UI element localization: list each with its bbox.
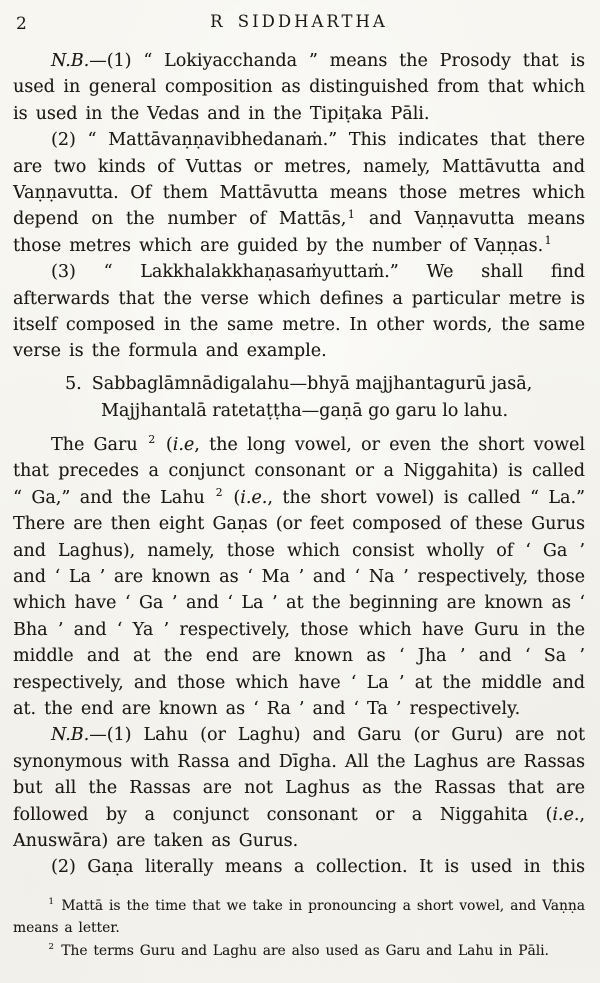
verse-line-1: [13, 371, 585, 398]
verse-line-2: Majjhantalā ratetaṭṭha—gaṇā go garu lo lahu.: [101, 400, 509, 421]
paragraph-nb-note-1: N.B.—(1) “ Lokiyacchanda ” means the Prosody that is used in general composition as distinguished from that which is used in the Vedas and in the Tipiṭaka Pāli.: [13, 51, 585, 124]
footnote-2: $^2$ The terms Guru and Laghu are also used as Garu and Lahu in Pāli.: [48, 941, 549, 959]
paragraph-point-2: (2) “ Mattāvaṇṇavibhedanaṁ.” This indicates that there are two kinds of Vuttas or metres, namely, Mattāvutta and Vaṇṇavutta. Of them Mattāvutta means those metres which depend on the number of Mattās, $^1$ and Vaṇṇavutta means those metres which are guided by the number of Vaṇṇas. $^1$: [13, 130, 585, 256]
verse-block: [13, 371, 585, 425]
verse-line-1-text: Sabbaglāmnādigalahu—bhyā majjhantagurū jasā,: [91, 373, 533, 394]
footnotes-section: [13, 895, 585, 963]
paragraph-point-3: (3) “ Lakkhalakkhaṇasaṁyuttaṁ.” We shall find afterwards that the verse which defines a particular metre is itself composed in the same metre. In other words, the same verse is the formula and example.: [13, 262, 585, 362]
verse-number: 5.: [65, 373, 82, 394]
page-body: [13, 48, 585, 881]
page-number: 2: [16, 14, 27, 34]
paragraph-nb-note-2: N.B.—(1) Lahu (or Laghu) and Garu (or Guru) are not synonymous with Rassa and Dīgha. All the Laghus are Rassas but all the Rassas are not Laghus as the Rassas that are followed by a conjunct consonant or a Niggahita (i.e., Anuswāra) are taken as Gurus.: [13, 725, 585, 851]
footnote-1: $^1$ Mattā is the time that we take in pronouncing a short vowel, and Vaṇṇa means a letter.: [13, 896, 585, 937]
page-header: [13, 12, 585, 36]
paragraph-garu-lahu: The Garu $^2$ (i.e, the long vowel, or even the short vowel that precedes a conjunct consonant or a Niggahita) is called “ Ga,” and the Lahu $^2$ (i.e., the short vowel) is called “ La.” There are then eight Gaṇas (or feet composed of these Gurus and Laghus), namely, those which consist wholly of ‘ Ga ’ and ‘ La ’ are known as ‘ Ma ’ and ‘ Na ’ respectively, those which have ‘ Ga ’ and ‘ La ’ at the beginning are known as ‘ Bha ’ and ‘ Ya ’ respectively, those which have Guru in the middle and at the end are known as ‘ Jha ’ and ‘ Sa ’ respectively, and those which have ‘ La ’ at the middle and at. the end are known as ‘ Ra ’ and ‘ Ta ’ respectively.: [13, 433, 585, 719]
paragraph-gana-collection: (2) Gaṇa literally means a collection. It is used in this: [51, 857, 585, 878]
running-head: R SIDDHARTHA: [210, 12, 388, 31]
